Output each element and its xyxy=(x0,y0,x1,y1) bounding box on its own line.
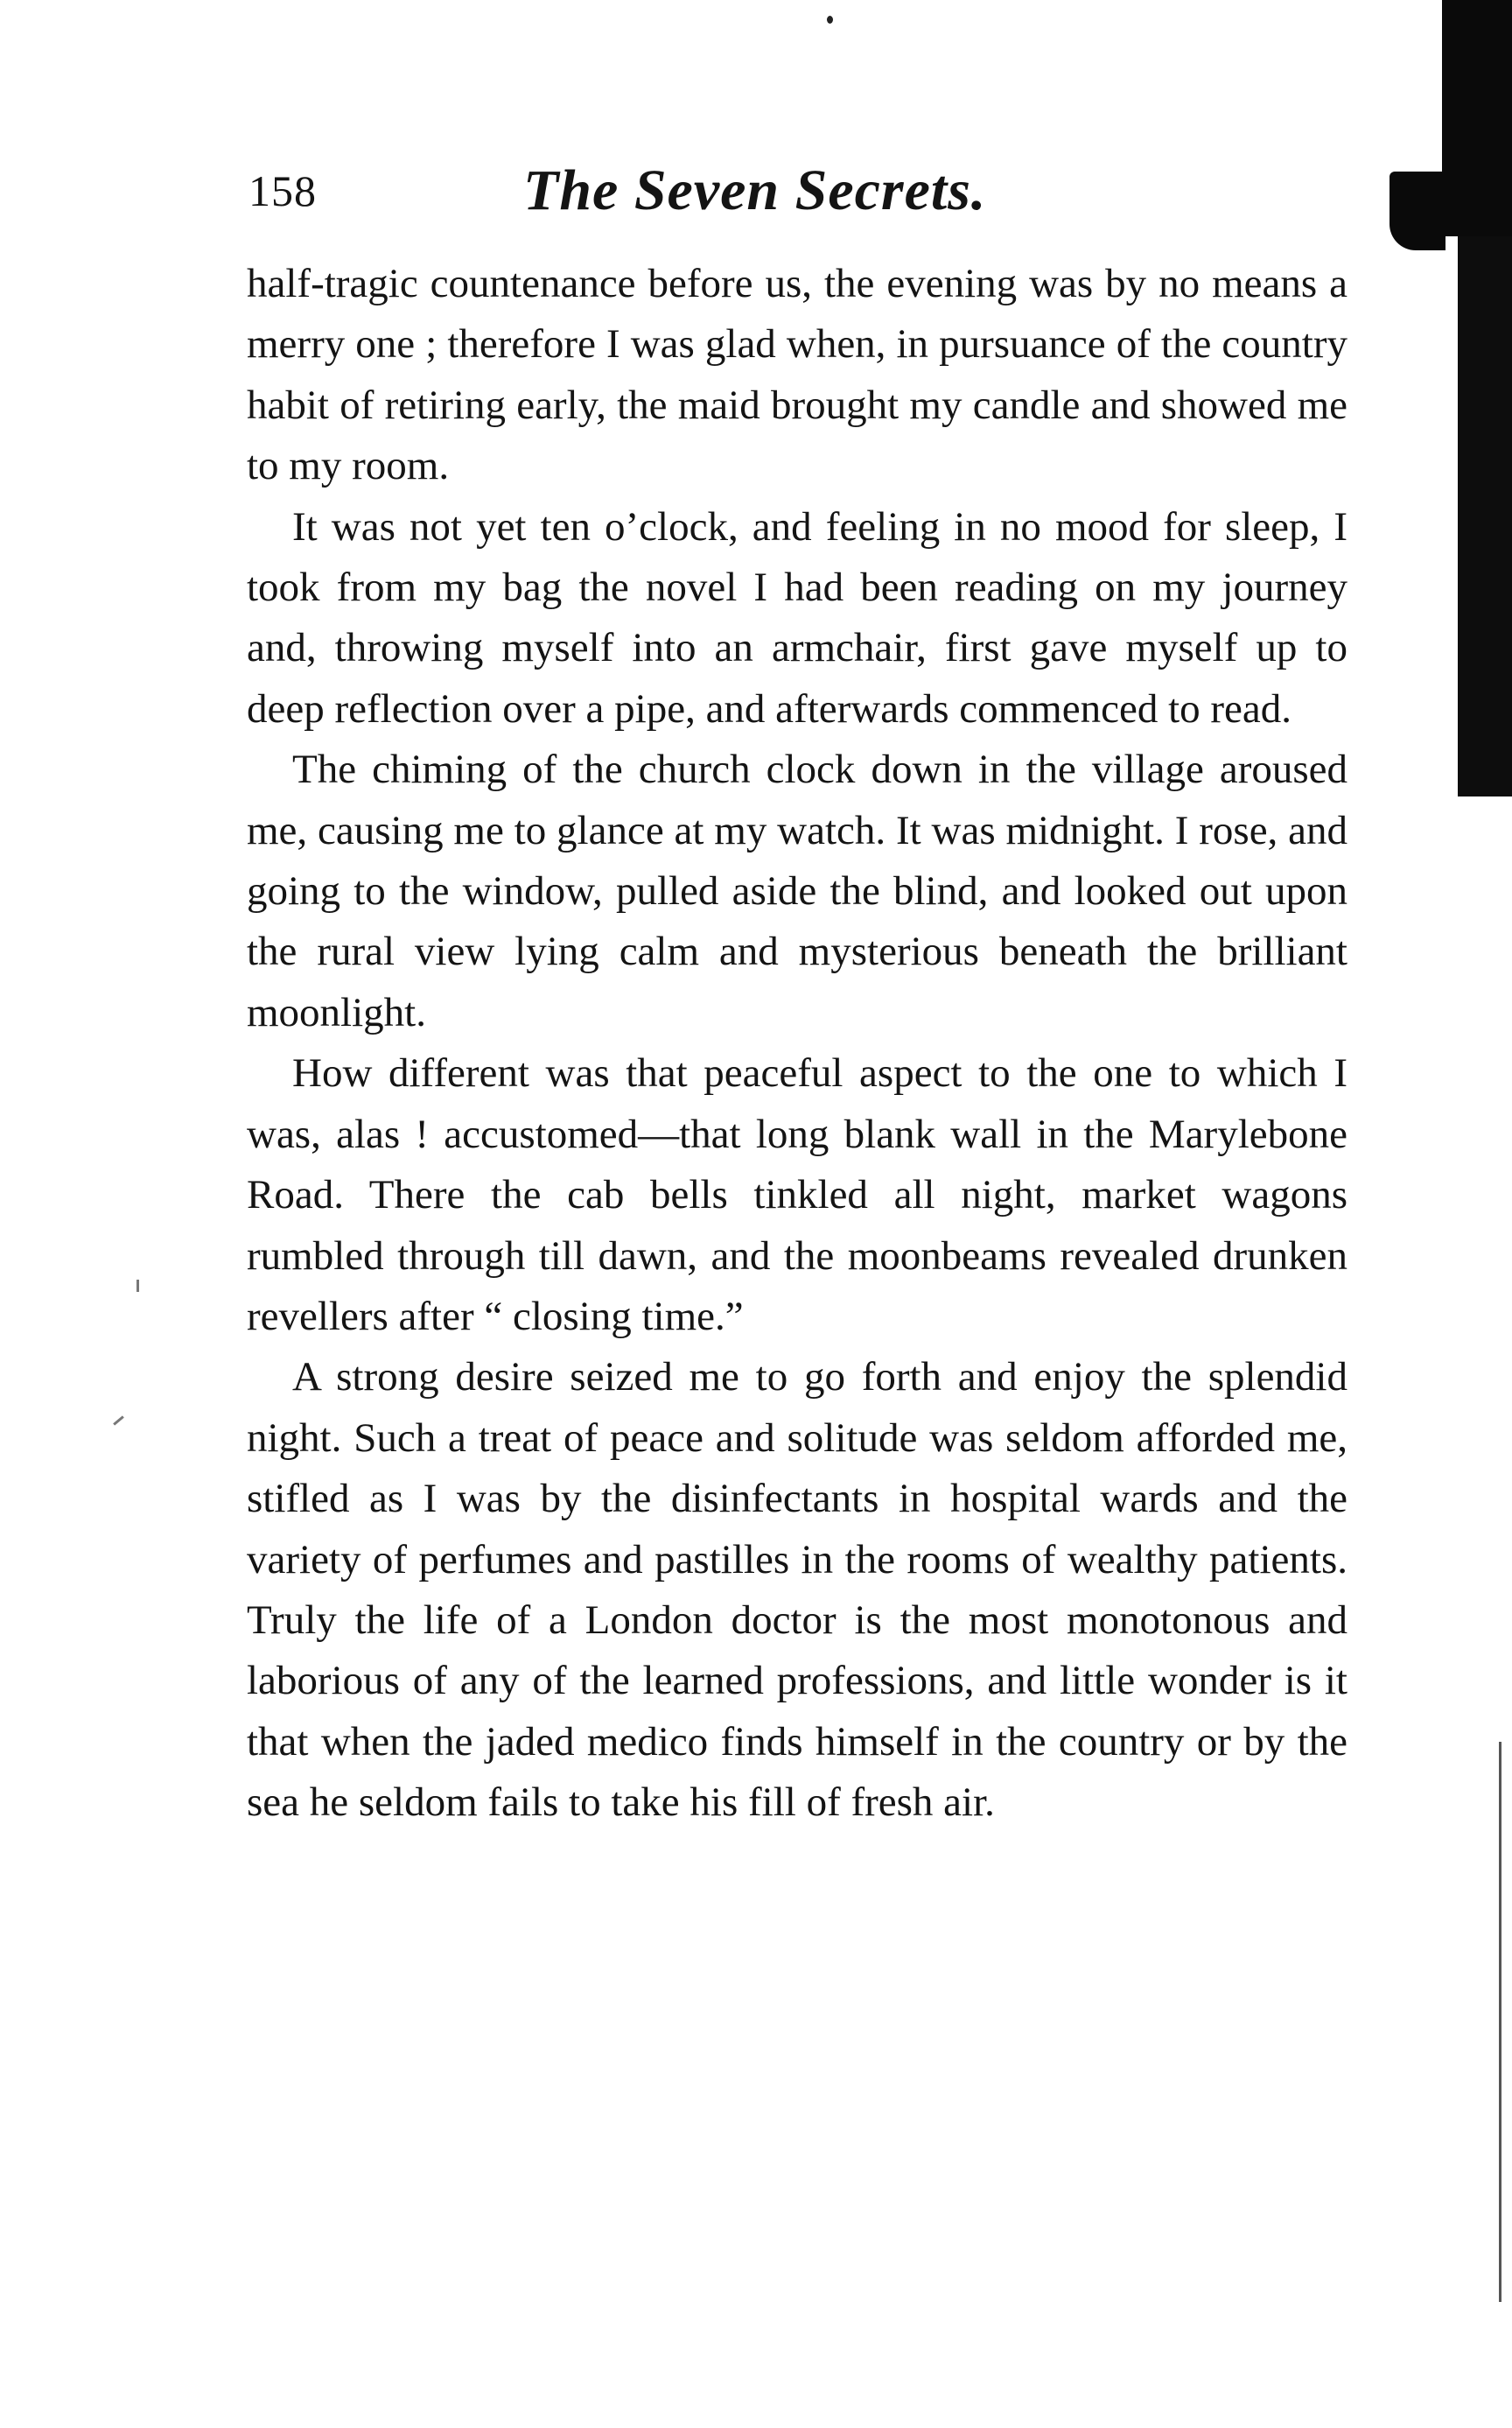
scan-edge-strip xyxy=(1458,236,1512,796)
ink-speck xyxy=(827,16,833,24)
stray-mark xyxy=(136,1280,139,1292)
running-title: The Seven Secrets. xyxy=(523,158,987,222)
scan-edge-shadow xyxy=(1442,0,1512,236)
stray-mark xyxy=(113,1415,124,1425)
scan-edge-line xyxy=(1499,1742,1502,2302)
paragraph-1: half-tragic countenance before us, the evening was by no means a merry one ; therefore I was glad when, in pursuance of the country habit of retiring early, the maid brought my candle and showed me to my room. xyxy=(247,261,1348,489)
paragraph-4: How different was that peaceful aspect to the one to which I was, alas ! accustomed—that long blank wall in the Marylebone Road. There the cab bells tinkled all night, market wagons rumbled through till dawn, and the moonbeams revealed drunken revellers after “ closing time.” xyxy=(247,1050,1348,1339)
paragraph-3: The chiming of the church clock down in the village aroused me, causing me to glance at my watch. It was midnight. I rose, and going to the window, pulled aside the blind, and looked out upon the rural view lying calm and mysterious beneath the brilliant moonlight. xyxy=(247,747,1348,1035)
body-text xyxy=(247,254,1348,1834)
scan-edge-notch xyxy=(1390,172,1446,250)
running-header xyxy=(248,156,1351,235)
paragraph-2: It was not yet ten o’clock, and feeling in no mood for sleep, I took from my bag the novel I had been reading on my journey and, throwing myself into an armchair, first gave myself up to deep reflection over a pipe, and afterwards commenced to read. xyxy=(247,503,1348,732)
paragraph-5: A strong desire seized me to go forth and enjoy the splendid night. Such a treat of peace and solitude was seldom afforded me, stifled as I was by the disinfectants in hospital wards and the variety of perfumes and pastilles in the rooms of wealthy patients. Truly the life of a London doctor is the most monotonous and laborious of any of the learned professions, and little wonder is it that when the jaded medico finds himself in the country or by the sea he seldom fails to take his fill of fresh air. xyxy=(247,1354,1348,1826)
page-number: 158 xyxy=(248,166,317,215)
